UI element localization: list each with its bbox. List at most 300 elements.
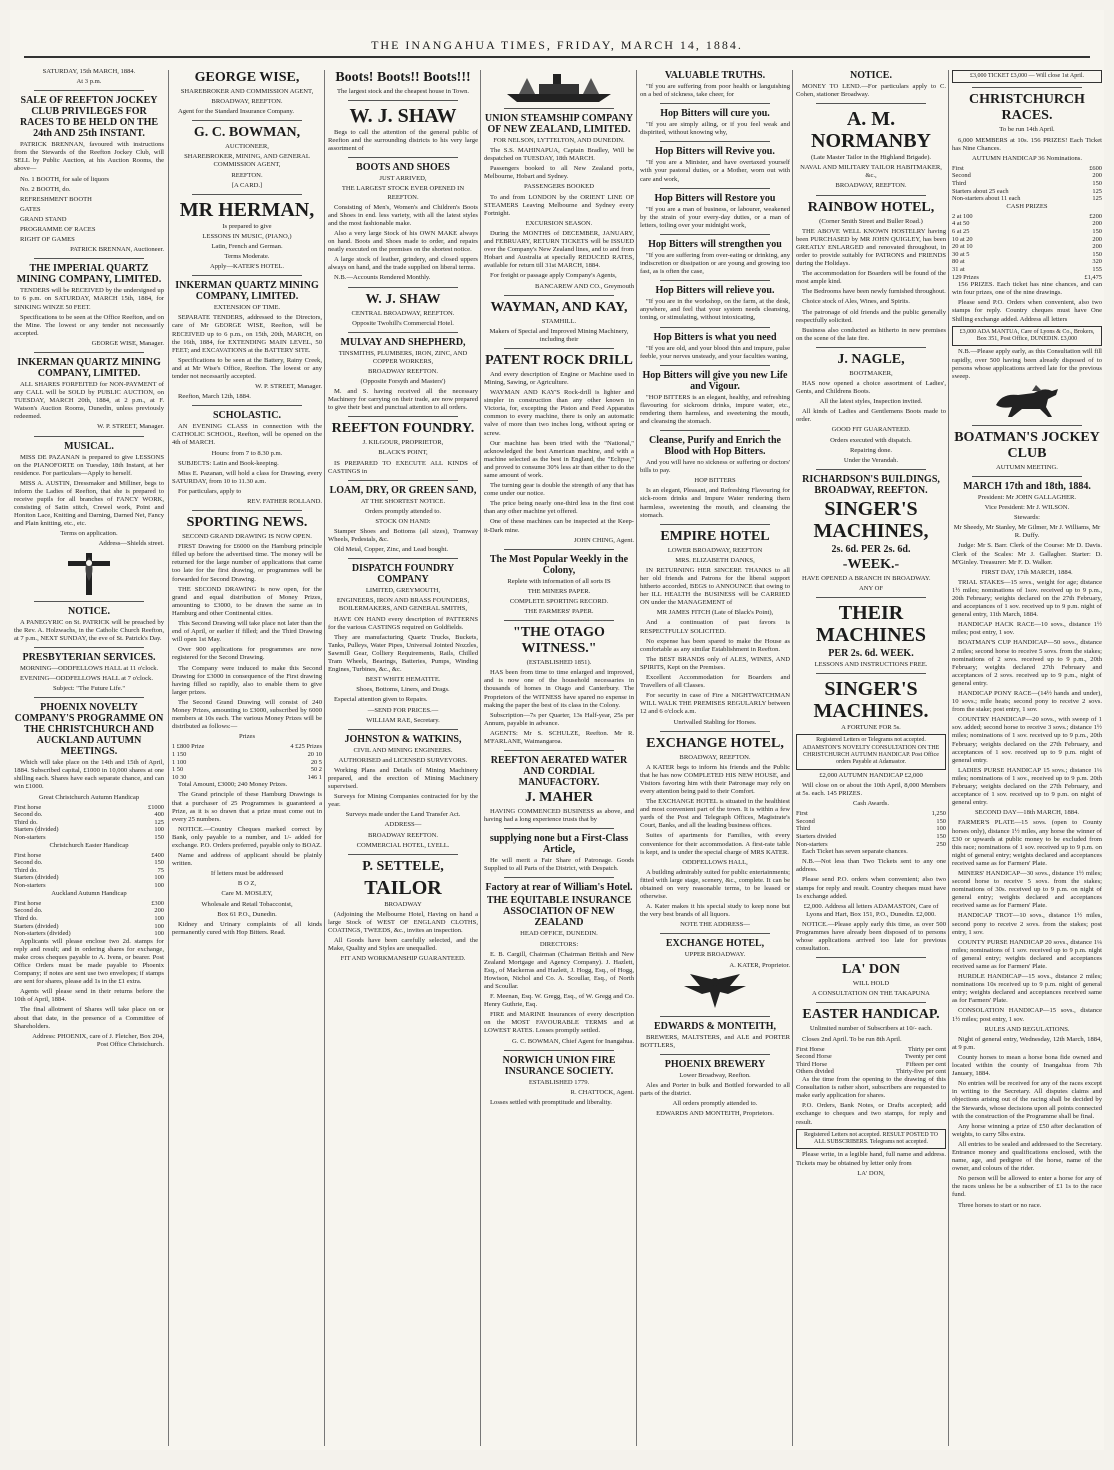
body-paragraph: E. B. Cargill, Chairman (Chairman British and New Zealand Mortgage and Agency Company). J. Hazlett, Esq., of Mackerras and Hazlett, J. Hogg, Esq., of Hogg, Howison, Nichol and Co. A. Scoullar, Esq., of North and Scoullar. — [484, 950, 634, 990]
body-paragraph: HURDLE HANDICAP—15 sovs., distance 2 miles; nominations 10s received up to 9 p.m. night of general entry; weights declared and acceptances received same as for Farmers' Plate. — [952, 973, 1102, 1005]
table-row — [14, 907, 164, 915]
body-paragraph: All Goods have been carefully selected, and the Make, Quality and Styles are unequalled. — [328, 937, 478, 953]
table-row — [14, 804, 164, 812]
body-paragraph: F. Meenan, Esq. W. Gregg, Esq., of W. Gregg and Co. Henry Guthrie, Esq. — [484, 993, 634, 1009]
table-cell: 4 at 50 — [952, 220, 970, 228]
table-row — [952, 274, 1102, 282]
body-paragraph: All entries to be sealed and addressed to the Secretary. Entrance money and qualifications enclosed, with the name, age, and pedigree of the horse, name of the owner, and colours of the rider. — [952, 1140, 1102, 1173]
ad-heading: RICHARDSON'S BUILDINGS, BROADWAY, REEFTON. — [802, 473, 940, 496]
section-divider — [816, 1002, 926, 1003]
body-paragraph: The turning gear is double the strength of any that has come under our notice. — [484, 482, 634, 498]
centered-line: Care M. MOSLEY, — [221, 890, 273, 898]
body-paragraph: Miss E. Pazanan, will hold a class for Drawing, every SATURDAY, from 10 to 11.30 a.m. — [172, 469, 322, 485]
signature-line: PATRICK BRENNAN, Auctioneer. — [70, 246, 164, 254]
body-paragraph: Please write, in a legible hand, full name and address. Tickets may be obtained by letter only from — [796, 1151, 946, 1167]
section-divider — [192, 405, 302, 406]
ad-heading: NOTICE. — [68, 605, 110, 617]
table-cell: £1,475 — [1084, 273, 1102, 281]
section-divider — [816, 469, 926, 470]
centered-line: If letters must be addressed — [210, 870, 284, 878]
centered-line: £2,000. Address all letters ADAMASTON, Care of Lyons and Hart, Box 151, P.O., Dunedin. £2,000. — [803, 902, 939, 918]
section-divider — [348, 157, 458, 158]
centered-line: AUTHORISED and LICENSED SURVEYORS. — [338, 756, 468, 764]
centered-line: CENTRAL BROADWAY, REEFTON. — [351, 309, 455, 317]
table-cell: Non-starters — [796, 840, 828, 848]
body-paragraph: Kidney and Urinary complaints of all kinds permanently cured with Hop Bitters. Read. — [172, 920, 322, 936]
ad-heading: PHOENIX NOVELTY COMPANY'S PROGRAMME ON THE CHRISTCHURCH AND AUCKLAND AUTUMN MEETINGS. — [14, 702, 164, 758]
table-row — [796, 1053, 946, 1061]
body-paragraph: Name and address of applicant should be plainly written. — [172, 852, 322, 868]
table-cell: 100 — [154, 882, 164, 890]
prize-rows — [14, 900, 164, 938]
body-paragraph: A PANEGYRIC on St. PATRICK will be preached by the Rev. A. Holzwachs, in the Catholic Church Reefton, at 7 p.m., NEXT SUNDAY, the eve of St. Patrick's Day. — [14, 618, 164, 642]
body-paragraph: Also a very large Stock of his OWN MAKE always on hand. Boots and Shoes made to order, and repairs neatly executed on the premises on the shortest notice. — [328, 229, 478, 254]
table-cell: Thirty per cent — [908, 1045, 946, 1053]
body-paragraph: AN EVENING CLASS in connection with the CATHOLIC SCHOOL, Reefton, will be opened on the 4th of MARCH. — [172, 423, 322, 447]
body-paragraph: For security in case of Fire a NIGHTWATCHMAN WILL WALK THE PREMISES REGULARLY between 12 and 6 o'clock a.m. — [640, 692, 790, 716]
body-paragraph: BOATMAN'S CUP HANDICAP—50 sovs., distance 2 miles; second horse to receive 5 sovs. from the stakes; nominations of 2 sovs. received up to 9 p.m., 20th February; weights declared 27th February and acceptances of 2 sovs. received up to 9 p.m., night of general entry. — [952, 639, 1102, 687]
section-divider — [660, 933, 770, 934]
body-paragraph: FARMER'S PLATE—15 sovs. (open to County horses only), distance 1½ miles, any horse the winner of £30 or upwards at public money to be excluded from this race; nominations of 1 sov. received up to 9 p.m. on night of general entry; weights declared and acceptances received same as for Farmers' Plate. — [952, 819, 1102, 867]
table-row — [952, 258, 1102, 266]
table-cell: Third — [952, 179, 967, 187]
section-divider — [348, 100, 458, 101]
table-row — [952, 213, 1102, 221]
centered-line: AT THE SHORTEST NOTICE. — [360, 497, 446, 505]
table-cell: 200 — [154, 907, 164, 915]
centered-line: Latin, French and German. — [211, 242, 283, 250]
body-paragraph: HANDICAP HACK RACE—10 sovs., distance 1½ miles; post entry, 1 sov. — [952, 621, 1102, 637]
body-paragraph: HAS now opened a choice assortment of Ladies', Gents, and Childrens Boots. — [796, 379, 946, 396]
section-divider — [348, 854, 458, 855]
centered-line: J. KILGOUR, PROPRIETOR, — [362, 439, 444, 447]
ad-heading-display: THEIR MACHINES — [815, 602, 926, 646]
centered-line: SHAREBROKER AND COMMISSION AGENT, — [180, 88, 314, 95]
prize-table — [796, 1046, 946, 1076]
section-divider — [504, 295, 614, 296]
table-row — [952, 243, 1102, 251]
centered-line: £2,000 AUTUMN HANDICAP £2,000 — [819, 771, 923, 779]
prize-table — [14, 842, 164, 890]
body-paragraph: Business also conducted as hitherto in new premises on the scene of the late fire. — [796, 326, 946, 342]
prize-rows — [952, 165, 1102, 203]
body-paragraph: TRIAL STAKES—15 sovs., weight for age; distance 1½ miles; nominations of 1sov. received up to 9 p.m., 20th February; weights declared on the 27th February, and acceptances of 1 sov. received up to 9 p.m. night of general entry, 11th March, 1884. — [952, 578, 1102, 619]
table-row — [14, 900, 164, 908]
table-cell: 4 £25 Prizes — [290, 743, 322, 751]
body-paragraph: MONEY TO LEND.—For particulars apply to C. Cohen, stationer Broadway. — [796, 83, 946, 99]
body-paragraph: HAVE OPENED A BRANCH IN BROADWAY. — [802, 574, 931, 582]
body-paragraph: The Bedrooms have been newly furnished throughout. — [802, 288, 946, 296]
centered-line: MRS. ELIZABETH DANKS, — [675, 556, 755, 564]
centered-line: STAMHILL. — [541, 317, 577, 325]
body-paragraph: NOTICE.—Country Cheques marked correct by Bank, only payable to a number, and 1/- added for exchange. P.O. Orders preferred, payable only to BOAZ. — [172, 825, 322, 849]
section-divider — [660, 430, 770, 431]
centered-line: LESSONS AND INSTRUCTIONS FREE. — [814, 661, 928, 668]
table-cell: Non-starters — [14, 833, 46, 841]
body-paragraph: FIRST Drawing for £6000 on the Hamburg principle filled up before the advertised time. The money will be returned for the large number of applications that came too late for the first drawing, or programmes will be forwarded for Second Drawing. — [172, 543, 322, 583]
signature-line: BANCAREW AND CO., Greymouth — [535, 282, 634, 290]
body-paragraph: M. and S. having received all the necessary Machinery for carrying on their trade, are now prepared to give their best and punctual attention to all orders. — [328, 388, 478, 412]
body-paragraph: No expense has been spared to make the House as comfortable as any similar Establishment in Reefton. — [640, 637, 790, 653]
table-cell: 150 — [1092, 179, 1102, 187]
centered-line: Opposite Twohill's Commercial Hotel. — [352, 319, 454, 327]
body-paragraph: Applicants will please enclose two 2d. stamps for reply and result; and in ordering shares for exchange, make cross cheques payable to A. Ivens, or bearer. Post Office Orders must be made payable to Phoenix Company; if notes are sent use two envelopes; if stamps are sent for shares, please add 1s in the £1 extra. — [14, 937, 164, 986]
body-paragraph: "If you are a Minister, and have overtaxed yourself with your pastoral duties, or a Mother, worn out with care and work, — [640, 159, 790, 183]
section-divider — [34, 436, 144, 437]
section-divider — [34, 647, 144, 648]
ad-heading: Hop Bitters will Revive you. — [655, 146, 775, 158]
body-paragraph: Passengers booked to all New Zealand ports, Melbourne, Hobart and Sydney. — [484, 165, 634, 181]
body-paragraph: Our machine has been tried with the "National," acknowledged the best American machine, and with a machine selected as the best in England, the "Eclipse," and proved to consume 30% less air than either to do the same amount of work. — [484, 439, 634, 479]
centered-line: Mr Sheedy, Mr Stanley, Mr Gilmer, Mr J. Williams, Mr R. Duffy. — [953, 524, 1101, 540]
centered-line: WILL HOLD — [852, 980, 890, 988]
section-divider — [816, 957, 926, 958]
body-paragraph: IN RETURNING HER SINCERE THANKS to all her old friends and Patrons for the liberal support hitherto accorded, BEGS to ANNOUNCE that owing to her ILL HEALTH the BUSINESS will be CARRIED ON under the MANAGEMENT of — [640, 566, 790, 607]
section-divider — [34, 258, 144, 259]
centered-line: RULES AND REGULATIONS. — [984, 1025, 1070, 1033]
body-paragraph: "If you are suffering from over-eating or drinking, any indiscretion or dissipation or are young and growing too fast, as is often the case, — [640, 251, 790, 276]
table-cell: 1 100 — [172, 758, 187, 766]
section-divider — [504, 549, 614, 550]
column-5 — [640, 68, 790, 1448]
centered-line: AUCTIONEER, — [225, 143, 269, 151]
centered-line: AUTUMN HANDICAP 36 Nominations. — [971, 154, 1083, 162]
table-cell: Third Horse — [796, 1060, 828, 1068]
body-paragraph: And every description of Engine or Machine used in Mining, Sawing, or Agriculture. — [484, 370, 634, 386]
column-rule — [324, 70, 325, 1446]
body-paragraph: N.B.—Accounts Rendered Monthly. — [334, 274, 431, 282]
body-paragraph: Choice stock of Ales, Wines, and Spirits. — [802, 298, 910, 306]
body-paragraph: The accommodation for Boarders will be found of the most ample kind. — [796, 270, 946, 286]
ad-heading: SALE OF REEFTON JOCKEY CLUB PRIVILEGES FOR RACES TO BE HELD ON THE 24th AND 25th INSTANT. — [19, 95, 159, 140]
table-row — [172, 751, 322, 759]
body-paragraph: A. Kater makes it his special study to keep none but the very best brands of all liquors. — [640, 903, 790, 919]
body-paragraph: MISS A. AUSTIN, Dressmaker and Milliner, begs to inform the Ladies of Reefton, that she is prepared to receive pupils for all branches of FANCY WORK, consisting of Satin stitch, Crewel work, Point and Honiton Lace, Knitting and Darning, Darned Net, Fancy and Plain knitting, etc., etc. — [14, 479, 164, 528]
table-row — [14, 859, 164, 867]
body-paragraph: "HOP BITTERS is an elegant, healthy, and refreshing flavouring for sickroom drinks, impure water, etc., rendering them harmless, and sweetening the mouth, and cleansing the stomach. — [640, 393, 790, 425]
centered-line: Box 61 P.O., Dunedin. — [217, 910, 277, 918]
signature-line: A. KATER, Proprietor. — [729, 961, 790, 969]
column-2 — [172, 68, 322, 1448]
ship-illustration — [484, 70, 634, 104]
body-paragraph: HAVE ON HAND every description of PATTERNS for the various CASTINGS required on Goldfields. — [328, 615, 478, 631]
boxed-notice: Registered Letters or Telegrams not accepted. ADAMSTON'S NOVELTY CONSULTATION ON THE CHRISTCHURCH AUTUMN HANDICAP. Post Office orders Payable at Adamastor. — [796, 734, 946, 770]
centered-line: THE MINERS PAPER. — [527, 587, 591, 595]
prize-table — [952, 165, 1102, 203]
body-paragraph: COUNTRY HANDICAP—20 sovs., with sweep of 1 sov. added; second horse to receive 3 sovs.; distance 1½ miles; nominations of 1 sov. received up to 9 p.m., 20th February; weights declared on the 27th February, and acceptances of 1 sov. received up to 9 p.m. night of general entry. — [952, 716, 1102, 764]
body-paragraph: RIGHT OF GAMES — [20, 236, 75, 244]
centered-line: BROADWAY REEFTON. — [367, 831, 439, 839]
ad-heading: INKERMAN QUARTZ MINING COMPANY, LIMITED. — [175, 280, 319, 303]
centered-line: LOWER BROADWAY, REEFTON — [667, 546, 763, 554]
ad-heading: supplying none but a First-Class Article, — [489, 833, 629, 856]
body-paragraph: P.O. Orders, Bank Notes, or Drafts accepted; add exchange to cheques and two stamps, for reply and result. — [796, 1102, 946, 1126]
centered-line: BOOTMAKER, — [849, 369, 893, 377]
table-cell: 125 — [1092, 195, 1102, 203]
ad-heading-large: EMPIRE HOTEL — [660, 528, 770, 544]
body-paragraph: Subscription—7s per Quarter, 13s Half-year, 25s per Annum, payable in advance. — [484, 711, 634, 727]
body-paragraph: HANDICAP PONY RACE—(14½ hands and under), 10 sovs.; mile heats; second pony to receive 2 sovs. from the stake; post entry, 1 sov. — [952, 690, 1102, 714]
body-paragraph: For particulars, apply to — [178, 487, 242, 495]
table-cell: Non-starters — [14, 882, 46, 890]
section-divider — [660, 188, 770, 189]
ad-heading-display: A. M. NORMANBY — [811, 108, 931, 153]
centered-line: LIMITED, GREYMOUTH, — [365, 587, 441, 595]
table-row — [952, 172, 1102, 180]
signature-line: Address: PHOENIX, care of J. Fletcher, Box 204, Post Office Christchurch. — [32, 1032, 164, 1048]
section-divider — [660, 327, 770, 328]
section-divider — [504, 750, 614, 751]
body-paragraph: A building admirably suited for public entertainments; fitted with large stage, scenery, &c., complete. It can be obtained on very reasonable terms, to be leased or otherwise. — [640, 868, 790, 901]
centered-line: President: Mr JOHN GALLAGHER. — [977, 493, 1077, 501]
prize-table — [952, 213, 1102, 274]
ad-heading-large: -WEEK.- — [842, 556, 900, 572]
body-paragraph: During the MONTHS of DECEMBER, JANUARY, and FEBRUARY, RETURN TICKETS will be ISSUED over the Company's New Zealand lines, and to and from Hobart and Australia at specially REDUCED RATES, available for return till 31st MARCH, 1884. — [484, 229, 634, 270]
centered-line: LA' DON, — [857, 1169, 885, 1177]
body-paragraph: PROGRAMME OF RACES — [20, 226, 96, 234]
table-cell: 1 50 — [172, 766, 184, 774]
table-row — [172, 759, 322, 767]
ad-heading: JOHNSTON & WATKINS, — [344, 733, 462, 745]
ad-heading: Hop Bitters is what you need — [653, 331, 777, 343]
centered-line: BLACK'S POINT, — [378, 449, 428, 457]
body-paragraph: County horses to mean a horse bona fide owned and located within the county of Inangahua from 7th January, 1884. — [952, 1053, 1102, 1078]
prize-rows — [952, 274, 1102, 282]
signature-line: W. P. STREET, Manager. — [97, 423, 164, 431]
body-paragraph: HANDICAP TROT—10 sovs., distance 1½ miles, second pony to receive 2 sovs. from the stakes; post entry, 1 sov. — [952, 912, 1102, 936]
body-paragraph: MORNING—ODDFELLOWS HALL at 11 o'clock. — [20, 664, 159, 672]
section-divider — [34, 352, 144, 353]
centered-line: (Opposite Forsyth and Masters') — [360, 377, 446, 385]
table-cell: 1,250 — [931, 810, 946, 818]
body-paragraph: N.B.—Not less than Two Tickets sent to any one address. — [796, 858, 946, 874]
table-cell: First — [952, 164, 964, 172]
table-row — [172, 774, 322, 782]
centered-line: NAVAL AND MILITARY TAILOR HABITMAKER, &c., — [800, 164, 942, 180]
centered-line: Replete with information of all sorts IS — [507, 577, 611, 585]
section-divider — [816, 347, 926, 348]
ad-heading-display: MR HERMAN, — [179, 198, 315, 221]
ad-heading-large: CHRISTCHURCH RACES. — [969, 92, 1085, 124]
signature-line: G. C. BOWMAN, Chief Agent for Inangahua. — [512, 1037, 634, 1045]
signature-line: REV. FATHER ROLLAND. — [247, 498, 322, 505]
table-cell: 125 — [1092, 187, 1102, 195]
table-cell: 30 at 5 — [952, 250, 970, 258]
section-divider — [34, 697, 144, 698]
body-paragraph: Stamper Shoes and Bottoms (all sizes), Tramway Wheels, Pedestals, &c. — [328, 528, 478, 544]
ad-heading: INKERMAN QUARTZ MINING COMPANY, LIMITED. — [17, 356, 161, 379]
centered-line: EXTENSION OF TIME. — [213, 304, 281, 312]
body-paragraph: Is an elegant, Pleasant, and Refreshing Flavouring for sick-room drinks and Impure Water rendering them harmless, sweetening the mouth, and cleansing the stomach. — [640, 487, 790, 519]
ad-heading: PHOENIX BREWERY — [664, 1058, 766, 1070]
column-rule — [636, 70, 637, 1446]
centered-line: BROADWAY — [384, 900, 422, 908]
centered-line: Unlimited number of Subscribers at 10/- each. — [809, 1025, 933, 1033]
table-row — [14, 852, 164, 860]
body-paragraph: For freight or passage apply Company's Agents, — [490, 272, 617, 280]
table-row — [796, 810, 946, 818]
centered-line: At 3 p.m. — [76, 78, 102, 86]
section-divider — [192, 275, 302, 276]
table-cell: Starters divided — [796, 832, 837, 840]
body-paragraph: No. 1 BOOTH, for sale of liquors — [20, 175, 110, 183]
body-paragraph: SUBJECTS: Latin and Book-keeping. — [178, 459, 279, 467]
section-divider — [816, 597, 926, 598]
table-cell: 10 30 — [172, 773, 187, 781]
ad-heading: 2s. 6d. PER 2s. 6d. — [831, 543, 911, 555]
body-paragraph: THE SECOND DRAWING is now open, for the grand and equal distribution of Money Prizes, amounting to £3000, to be drawn the same as in Hamburg and other Continental cities. — [172, 585, 322, 617]
body-paragraph: Closes 2nd April. To be run 8th April. — [802, 1035, 902, 1043]
table-cell: 1 150 — [172, 750, 187, 758]
body-paragraph: Judge: Mr S. Barr. Clerk of the Course: Mr D. Davis. Clerk of the Scales: Mr J. Gallagher. Starter: D. M'Ginley. Treasurer: Mr F. D. Walker. — [952, 542, 1102, 566]
centered-line: SECOND GRAND DRAWING IS NOW OPEN. — [182, 533, 312, 541]
centered-line: MR JAMES FITCH (Late of Black's Point), — [656, 609, 774, 617]
boxed-notice: £3,000 ADA MANTUA, Care of Lyons & Co., Brokers, Box 351, Post Office, DUNEDIN. £3,000 — [952, 326, 1102, 347]
prize-table — [14, 794, 164, 842]
ad-heading-large: W. J. SHAW — [365, 291, 441, 307]
section-divider — [972, 87, 1082, 88]
centered-line: Is prepared to give — [222, 222, 272, 230]
centered-line: Under the Verandah. — [843, 456, 899, 464]
boxed-notice: £3,000 TICKET £3,000 — Will close 1st April. — [952, 70, 1102, 83]
centered-line: LESSONS IN MUSIC, (PIANO,) — [202, 232, 292, 240]
section-divider — [816, 103, 926, 104]
section-divider — [504, 1050, 614, 1051]
section-divider — [972, 476, 1082, 477]
centered-line: Apply—KATER'S HOTEL. — [209, 263, 285, 271]
body-paragraph: Especial attention given to Repairs. — [334, 696, 428, 704]
centered-line: BEST WHITE HEMATITE. — [365, 676, 441, 684]
table-cell: 6 at 25 — [952, 228, 970, 236]
body-paragraph: The EXCHANGE HOTEL is situated in the healthiest and most convenient part of the town. It is within a few yards of the Post and Telegraph Offices, Magistrate's Court, Banks, and all the leading business offices. — [640, 798, 790, 830]
ad-heading-large: BOATMAN'S JOCKEY CLUB — [954, 429, 1100, 461]
horse-illustration — [952, 383, 1102, 421]
table-row — [952, 180, 1102, 188]
ad-heading: PER 2s. 6d. WEEK. — [828, 648, 914, 659]
centered-line: FIT AND WORKMANSHIP GUARANTEED. — [340, 955, 466, 963]
body-paragraph: "If you are suffering from poor health or languishing on a bed of sickness, take cheer, for — [640, 83, 790, 99]
table-cell: Third — [796, 825, 811, 833]
ad-heading: BOOTS AND SHOES — [356, 162, 450, 174]
table-cell: Starters (divided) — [14, 922, 59, 930]
centered-line: UPPER BROADWAY. — [684, 951, 746, 959]
ad-heading-large: SPORTING NEWS. — [186, 515, 308, 531]
body-paragraph: Any horse winning a prize of £50 after declaration of weights, to carry 5lbs extra. — [952, 1122, 1102, 1138]
body-paragraph: And you will have no sickness or suffering or doctors' bills to pay. — [640, 459, 790, 475]
ad-heading-large: EASTER HANDICAP. — [802, 1007, 940, 1023]
body-paragraph: Working Plans and Details of Mining Machinery prepared, and the erection of Mining Machinery supervised. — [328, 766, 478, 791]
table-cell: First horse — [14, 899, 42, 907]
body-paragraph: One of these machines can be inspected at the Keep-it-Dark mine. — [484, 518, 634, 534]
centered-line: Surveys made under the Land Transfer Act. — [345, 811, 461, 819]
table-cell: Starters (divided) — [14, 826, 59, 834]
body-paragraph: He will merit a Fair Share of Patronage. Goods Supplied to all Parts of the District, with Despatch. — [484, 857, 634, 873]
table-cell: 100 — [154, 930, 164, 938]
section-divider — [348, 558, 458, 559]
centered-line: Subject: "The Future Life." — [52, 685, 126, 693]
section-divider — [660, 103, 770, 104]
body-paragraph: "If you are old, and your blood thin and impure, pulse feeble, your nerves unsteady, and your faculties waning, — [640, 344, 790, 360]
body-paragraph: Surveys for Mining Companies contracted for by the year. — [328, 793, 478, 809]
body-paragraph: Night of general entry, Wednesday, 12th March, 1884, at 9 p.m. — [952, 1035, 1102, 1051]
ad-heading: Hop Bitters will relieve you. — [655, 285, 775, 297]
body-paragraph: Losses settled with promptitude and liberality. — [490, 1098, 612, 1106]
body-paragraph: TENDERS will be RECEIVED by the undersigned up to 6 p.m. on SATURDAY, MARCH 15th, 1884, for SINKING WINZE 50 FEET. — [14, 287, 164, 311]
table-row — [952, 228, 1102, 236]
table-row — [14, 923, 164, 931]
centered-line: THE LARGEST STOCK EVER OPENED IN REEFTON. — [341, 185, 465, 201]
section-divider — [504, 108, 614, 109]
ad-heading: Hop Bitters will strengthen you — [648, 238, 782, 250]
body-paragraph: Begs to call the attention of the general public of Reefton and the surrounding districts to his very large assortment of — [328, 129, 478, 153]
table-row — [14, 874, 164, 882]
ad-heading: MARCH 17th and 18th, 1884. — [963, 480, 1091, 492]
section-divider — [660, 280, 770, 281]
body-paragraph: Suites of apartments for Families, with every convenience for their accommodation. A first-rate table is kept, and is under the special charge of MRS KATER. — [640, 832, 790, 856]
section-divider — [504, 348, 614, 349]
section-divider — [660, 731, 770, 732]
ad-heading: MUSICAL. — [64, 440, 114, 452]
section-divider — [504, 877, 614, 878]
body-paragraph: Over 900 applications for programmes are now registered for the Second Drawing. — [172, 646, 322, 662]
body-paragraph: "If you are a man of business, or labourer, weakened by the strain of your every-day duties, or a man of letters, toiling over your midnight work, — [640, 205, 790, 229]
centered-line: A FORTUNE FOR 5s. — [841, 724, 901, 732]
column-3 — [328, 68, 478, 1448]
column-rule — [792, 70, 793, 1446]
body-paragraph: Will close on or about the 10th April, 8,000 Members at 5s. each. 145 PRIZES. — [796, 781, 946, 797]
ad-heading-large: REEFTON FOUNDRY. — [331, 421, 475, 437]
table-cell: Second do. — [14, 859, 43, 867]
table-cell: 100 — [936, 825, 946, 833]
centered-line: —SEND FOR PRICES.— — [367, 706, 439, 714]
ad-heading: Hop Bitters will give you new Life and Vigour. — [642, 369, 788, 392]
centered-line: SHAREBROKER, MINING, AND GENERAL COMMISSION AGENT, — [184, 153, 310, 169]
body-paragraph: MINERS' HANDICAP—30 sovs., distance 1½ miles; second horse to receive 5 sovs. from the stakes; nominations of 30s. received up to 9 p.m. on night of general entry; weights declared and acceptances received same as for Farmers' Plate. — [952, 869, 1102, 910]
centered-line: ADDRESS— — [384, 821, 422, 829]
body-paragraph: HAVING COMMENCED BUSINESS as above, and having had a long experience trusts that by — [484, 808, 634, 824]
centered-line: Shoes, Bottoms, Liners, and Drags. — [356, 686, 450, 694]
section-divider — [348, 480, 458, 481]
table-cell: 400 — [154, 811, 164, 819]
table-row — [796, 1061, 946, 1069]
centered-line: WILLIAM RAE, Secretary. — [366, 716, 440, 724]
section-divider — [972, 425, 1082, 426]
centered-line: DIRECTORS: — [539, 940, 579, 948]
masthead-rule — [24, 56, 1090, 58]
table-row — [172, 766, 322, 774]
prize-table-caption: Great Christchurch Autumn Handicap — [38, 793, 140, 801]
table-cell: 200 — [1092, 235, 1102, 243]
section-divider — [34, 601, 144, 602]
body-paragraph: The price being nearly one-third less in the first cost than any other machine yet offered. — [484, 500, 634, 516]
centered-line: CASH PRIZES — [1006, 202, 1048, 210]
table-cell: Second — [952, 172, 971, 180]
ad-heading-large: G. C. BOWMAN, — [193, 125, 301, 141]
section-divider — [504, 620, 614, 621]
section-divider — [192, 194, 302, 195]
centered-line: EDWARDS AND MONTEITH, Proprietors. — [656, 1110, 774, 1118]
table-cell: Third do. — [14, 818, 38, 826]
table-cell: 150 — [1092, 228, 1102, 236]
body-paragraph: This Second Drawing will take place not later than the end of April, or earlier if filled; and the Third Drawing will open 1st May. — [172, 620, 322, 644]
section-divider — [348, 332, 458, 333]
prize-rows — [172, 743, 322, 781]
body-paragraph: The Company were induced to make this Second Drawing for £3000 in consequence of the First drawing having filled so rapidly, also to enable them to give larger prizes. — [172, 664, 322, 696]
centered-line: Stewards: — [1013, 514, 1040, 522]
table-cell: Thirty-five per cent — [895, 1068, 946, 1076]
table-cell: £300 — [151, 899, 164, 907]
centered-line: BROADWAY REEFTON. — [367, 367, 439, 375]
